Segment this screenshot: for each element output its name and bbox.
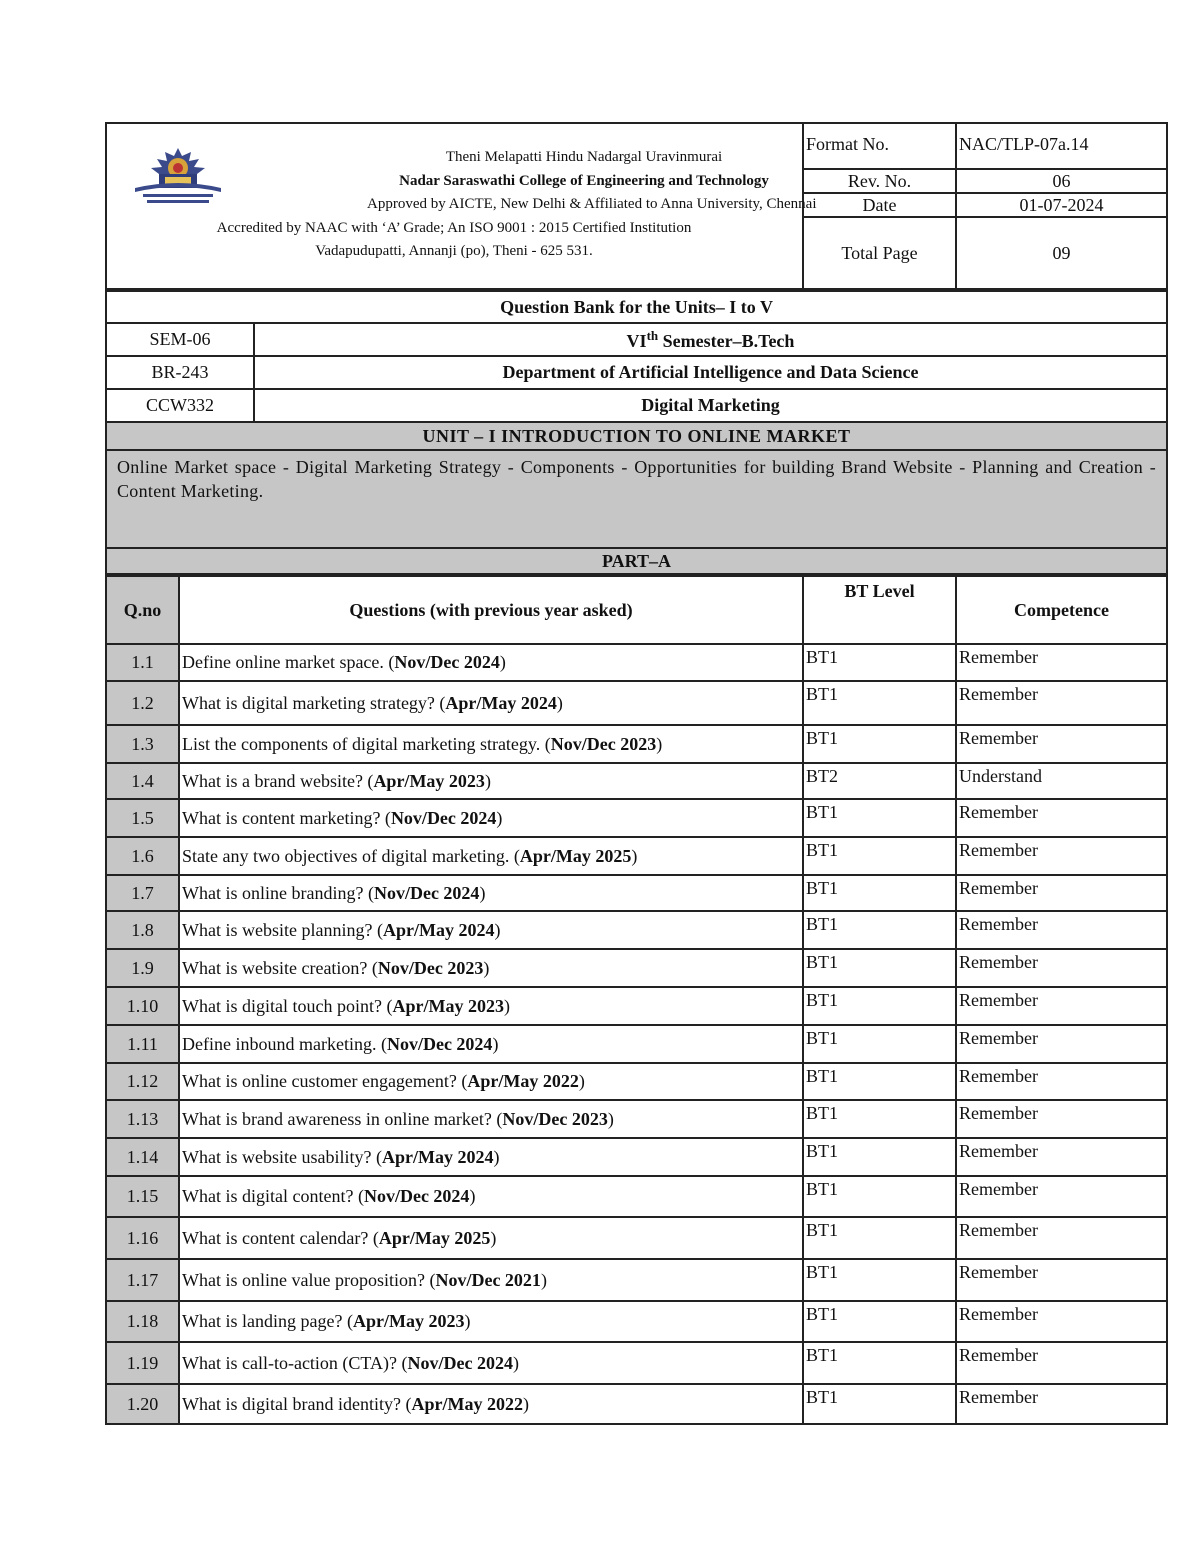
bt-level: BT1 (803, 681, 956, 725)
table-row (106, 799, 1167, 837)
qno-header: Q.no (106, 576, 179, 644)
question-text: What is website planning? (Apr/May 2024) (179, 911, 803, 949)
institution-block (106, 123, 817, 289)
bt-level: BT1 (803, 987, 956, 1025)
bt-level: BT1 (803, 1025, 956, 1063)
competence: Remember (956, 644, 1167, 681)
exam-session: Apr/May 2025 (378, 1227, 491, 1248)
bt-level: BT1 (803, 799, 956, 837)
exam-session: Apr/May 2023 (373, 770, 485, 791)
question-text: What is landing page? (Apr/May 2023) (179, 1301, 803, 1342)
exam-session: Apr/May 2025 (519, 845, 632, 866)
exam-session: Nov/Dec 2023 (550, 733, 657, 754)
table-row (106, 1384, 1167, 1424)
table-row (106, 644, 1167, 681)
semester-title: VIth Semester–B.Tech (254, 323, 1167, 356)
bt-level: BT1 (803, 837, 956, 875)
competence: Remember (956, 799, 1167, 837)
competence: Remember (956, 837, 1167, 875)
question-number: 1.10 (106, 987, 179, 1025)
question-number: 1.3 (106, 725, 179, 763)
table-row (106, 1217, 1167, 1259)
exam-session: Nov/Dec 2024 (407, 1352, 513, 1373)
trust-name: Theni Melapatti Hindu Nadargal Uravinmurai (445, 149, 723, 165)
competence: Remember (956, 1176, 1167, 1217)
format-value: NAC/TLP-07a.14 (956, 123, 1167, 169)
part-title: PART–A (106, 548, 1167, 574)
question-text: What is online customer engagement? (Apr/May 2022) (179, 1063, 803, 1100)
competence: Remember (956, 875, 1167, 911)
total-page-value: 09 (956, 217, 1167, 289)
question-bank-sheet (105, 122, 1166, 1425)
question-text: What is content marketing? (Nov/Dec 2024) (179, 799, 803, 837)
bt-level: BT1 (803, 1301, 956, 1342)
sem-code: SEM-06 (106, 323, 254, 356)
competence: Remember (956, 725, 1167, 763)
bt-level: BT1 (803, 875, 956, 911)
exam-session: Nov/Dec 2024 (363, 1186, 470, 1206)
date-value: 01-07-2024 (956, 193, 1167, 217)
table-row (106, 1138, 1167, 1176)
question-header: Questions (with previous year asked) (179, 576, 803, 644)
question-number: 1.18 (106, 1301, 179, 1342)
question-number: 1.5 (106, 799, 179, 837)
exam-session: Nov/Dec 2024 (394, 652, 500, 672)
question-number: 1.6 (106, 837, 179, 875)
branch-code: BR-243 (106, 356, 254, 389)
unit-title: UNIT – I INTRODUCTION TO ONLINE MARKET (106, 422, 1167, 450)
exam-session: Nov/Dec 2024 (386, 1033, 493, 1054)
course-code: CCW332 (106, 389, 254, 422)
college-name: Nadar Saraswathi College of Engineering and Technology (399, 172, 769, 189)
bt-level: BT1 (803, 949, 956, 987)
rev-value: 06 (956, 169, 1167, 193)
question-text: State any two objectives of digital marketing. (Apr/May 2025) (179, 837, 803, 875)
table-row (106, 1301, 1167, 1342)
exam-session: Apr/May 2022 (411, 1393, 523, 1414)
accreditation-line: Accredited by NAAC with ‘A’ Grade; An ISO 9001 : 2015 Certified Institution (216, 219, 692, 236)
competence: Remember (956, 1217, 1167, 1259)
competence: Remember (956, 681, 1167, 725)
question-text: Define inbound marketing. (Nov/Dec 2024) (179, 1025, 803, 1063)
exam-session: Nov/Dec 2021 (435, 1269, 541, 1290)
question-number: 1.15 (106, 1176, 179, 1217)
table-row (106, 1176, 1167, 1217)
competence: Remember (956, 911, 1167, 949)
question-text: What is online branding? (Nov/Dec 2024) (179, 875, 803, 911)
address-line: Vadapudupatti, Annanji (po), Theni - 625 531. (315, 243, 593, 259)
question-text: What is call-to-action (CTA)? (Nov/Dec 2024) (179, 1342, 803, 1384)
question-number: 1.7 (106, 875, 179, 911)
question-number: 1.13 (106, 1100, 179, 1138)
total-page-label: Total Page (803, 217, 956, 289)
question-text: List the components of digital marketing strategy. (Nov/Dec 2023) (179, 725, 803, 763)
question-text: What is digital touch point? (Apr/May 2023) (179, 987, 803, 1025)
table-row (106, 1342, 1167, 1384)
table-row (106, 837, 1167, 875)
rev-label: Rev. No. (803, 169, 956, 193)
table-row (106, 1259, 1167, 1301)
question-text: What is online value proposition? (Nov/Dec 2021) (179, 1259, 803, 1301)
question-number: 1.17 (106, 1259, 179, 1301)
unit-syllabus: Online Market space - Digital Marketing Strategy - Components - Opportunities for building Brand Website - Planning and Creation - Content Marketing. (106, 450, 1167, 548)
bt-level: BT1 (803, 1100, 956, 1138)
exam-session: Nov/Dec 2023 (502, 1108, 608, 1129)
bt-level: BT1 (803, 644, 956, 681)
table-row (106, 949, 1167, 987)
question-number: 1.4 (106, 763, 179, 799)
question-number: 1.1 (106, 644, 179, 681)
exam-session: Nov/Dec 2024 (373, 882, 480, 903)
question-number: 1.9 (106, 949, 179, 987)
questions-body (106, 644, 1167, 1424)
question-text: What is digital content? (Nov/Dec 2024) (179, 1176, 803, 1217)
competence: Remember (956, 1063, 1167, 1100)
question-text: Define online market space. (Nov/Dec 2024) (179, 644, 803, 681)
competence: Remember (956, 1301, 1167, 1342)
competence: Remember (956, 1384, 1167, 1424)
table-row (106, 681, 1167, 725)
table-row (106, 1063, 1167, 1100)
question-text: What is a brand website? (Apr/May 2023) (179, 763, 803, 799)
question-text: What is digital marketing strategy? (Apr/May 2024) (179, 681, 803, 725)
table-row (106, 763, 1167, 799)
question-text: What is website usability? (Apr/May 2024) (179, 1138, 803, 1176)
course-info-table (105, 290, 1168, 575)
question-number: 1.16 (106, 1217, 179, 1259)
question-number: 1.8 (106, 911, 179, 949)
exam-session: Apr/May 2024 (381, 1146, 494, 1167)
bt-level: BT1 (803, 1342, 956, 1384)
exam-session: Apr/May 2023 (352, 1311, 465, 1331)
competence: Remember (956, 1138, 1167, 1176)
table-row (106, 1025, 1167, 1063)
exam-session: Nov/Dec 2024 (390, 807, 497, 828)
table-row (106, 875, 1167, 911)
exam-session: Nov/Dec 2023 (377, 957, 484, 978)
competence: Remember (956, 949, 1167, 987)
exam-session: Apr/May 2024 (382, 919, 495, 940)
competence: Remember (956, 1025, 1167, 1063)
question-text: What is website creation? (Nov/Dec 2023) (179, 949, 803, 987)
bt-level: BT1 (803, 1384, 956, 1424)
question-number: 1.20 (106, 1384, 179, 1424)
bt-level: BT2 (803, 763, 956, 799)
date-label: Date (803, 193, 956, 217)
question-number: 1.12 (106, 1063, 179, 1100)
table-row (106, 911, 1167, 949)
table-row (106, 1100, 1167, 1138)
table-row (106, 725, 1167, 763)
competence: Remember (956, 987, 1167, 1025)
competence: Remember (956, 1259, 1167, 1301)
format-label: Format No. (803, 123, 956, 169)
competence: Remember (956, 1100, 1167, 1138)
bt-level: BT1 (803, 1063, 956, 1100)
bt-level: BT1 (803, 1259, 956, 1301)
competence: Remember (956, 1342, 1167, 1384)
bt-level: BT1 (803, 1176, 956, 1217)
questions-table (105, 575, 1168, 1425)
document-title: Question Bank for the Units– I to V (106, 291, 1167, 323)
question-number: 1.2 (106, 681, 179, 725)
question-number: 1.11 (106, 1025, 179, 1063)
department-name: Department of Artificial Intelligence and Data Science (254, 356, 1167, 389)
table-row (106, 987, 1167, 1025)
bt-level: BT1 (803, 1217, 956, 1259)
bt-level: BT1 (803, 911, 956, 949)
course-name: Digital Marketing (254, 389, 1167, 422)
competence: Understand (956, 763, 1167, 799)
question-text: What is content calendar? (Apr/May 2025) (179, 1217, 803, 1259)
bt-level-header: BT Level (803, 576, 956, 644)
exam-session: Apr/May 2022 (467, 1071, 579, 1091)
bt-level: BT1 (803, 725, 956, 763)
exam-session: Apr/May 2024 (445, 692, 557, 713)
competence-header: Competence (956, 576, 1167, 644)
question-text: What is brand awareness in online market? (Nov/Dec 2023) (179, 1100, 803, 1138)
question-text: What is digital brand identity? (Apr/May 2022) (179, 1384, 803, 1424)
question-number: 1.19 (106, 1342, 179, 1384)
bt-level: BT1 (803, 1138, 956, 1176)
header-table (105, 122, 1168, 290)
exam-session: Apr/May 2023 (392, 995, 504, 1016)
approval-line: Approved by AICTE, New Delhi & Affiliated to Anna University, Chennai (367, 196, 817, 212)
question-number: 1.14 (106, 1138, 179, 1176)
